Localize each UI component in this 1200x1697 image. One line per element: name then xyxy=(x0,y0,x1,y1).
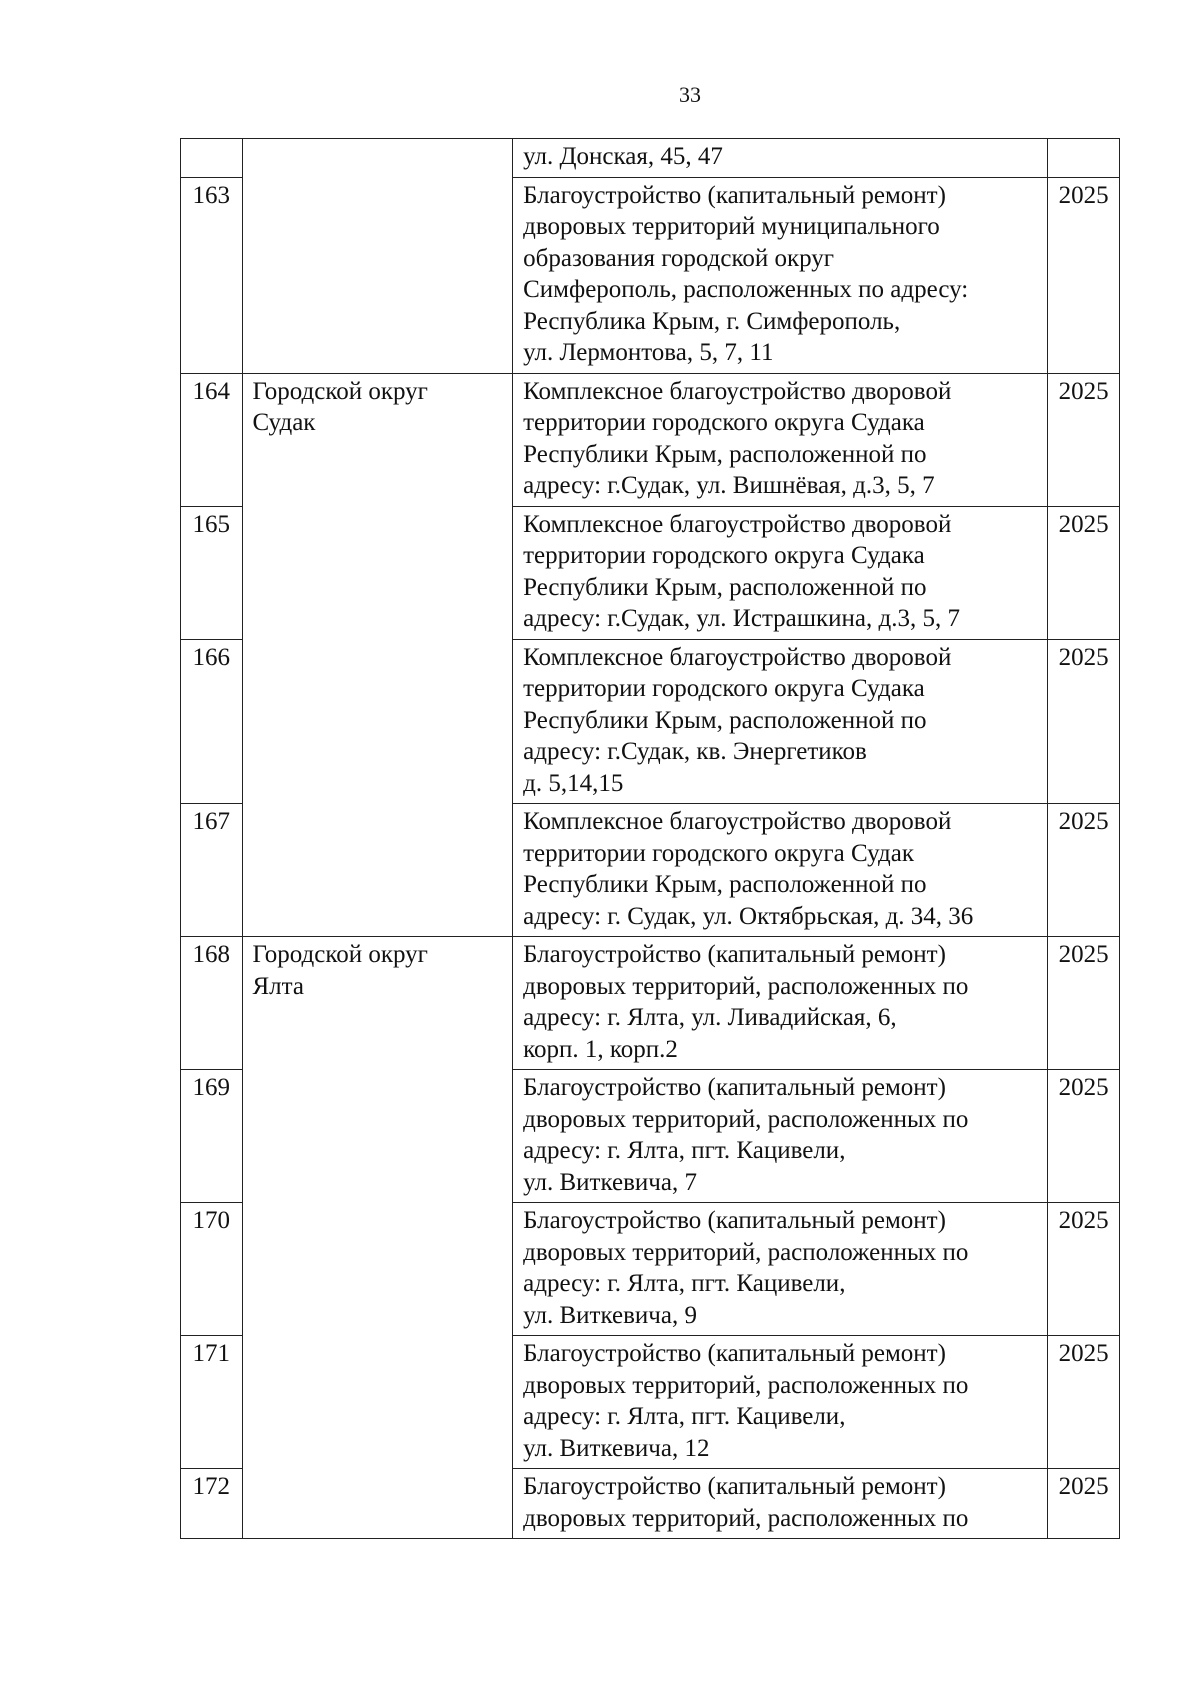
year-cell: 2025 xyxy=(1048,1070,1120,1203)
description-cell: Благоустройство (капитальный ремонт) дворовых территорий, расположенных по адресу: г. Ялта, пгт. Кацивели, ул. Виткевича, 7 xyxy=(513,1070,1048,1203)
row-number xyxy=(181,139,243,178)
table-row xyxy=(181,937,1120,1070)
description-cell: ул. Донская, 45, 47 xyxy=(513,139,1048,178)
table-row xyxy=(181,373,1120,506)
row-number: 163 xyxy=(181,177,243,373)
municipality-cell: Городской округ Судак xyxy=(242,373,513,937)
row-number: 171 xyxy=(181,1336,243,1469)
improvement-table xyxy=(180,138,1120,1539)
description-cell: Комплексное благоустройство дворовой территории городского округа Судака Республики Крым, расположенной по адресу: г.Судак, кв. Энергетиков д. 5,14,15 xyxy=(513,639,1048,804)
year-cell: 2025 xyxy=(1048,373,1120,506)
description-cell: Благоустройство (капитальный ремонт) дворовых территорий, расположенных по адресу: г. Ялта, пгт. Кацивели, ул. Виткевича, 12 xyxy=(513,1336,1048,1469)
description-cell: Благоустройство (капитальный ремонт) дворовых территорий, расположенных по адресу: г. Ялта, ул. Ливадийская, 6, корп. 1, корп.2 xyxy=(513,937,1048,1070)
row-number: 166 xyxy=(181,639,243,804)
year-cell: 2025 xyxy=(1048,1469,1120,1539)
year-cell: 2025 xyxy=(1048,804,1120,937)
row-number: 164 xyxy=(181,373,243,506)
description-cell: Комплексное благоустройство дворовой территории городского округа Судака Республики Крым, расположенной по адресу: г.Судак, ул. Истрашкина, д.3, 5, 7 xyxy=(513,506,1048,639)
year-cell: 2025 xyxy=(1048,639,1120,804)
year-cell: 2025 xyxy=(1048,506,1120,639)
year-cell: 2025 xyxy=(1048,937,1120,1070)
municipality-cell: Городской округ Ялта xyxy=(242,937,513,1539)
row-number: 168 xyxy=(181,937,243,1070)
page-number: 33 xyxy=(679,82,701,107)
municipality-cell xyxy=(242,139,513,374)
year-cell: 2025 xyxy=(1048,1336,1120,1469)
year-cell xyxy=(1048,139,1120,178)
description-cell: Комплексное благоустройство дворовой территории городского округа Судака Республики Крым, расположенной по адресу: г.Судак, ул. Вишнёвая, д.3, 5, 7 xyxy=(513,373,1048,506)
table-row xyxy=(181,139,1120,178)
description-cell: Благоустройство (капитальный ремонт) дворовых территорий, расположенных по адресу: г. Ялта, пгт. Кацивели, ул. Виткевича, 9 xyxy=(513,1203,1048,1336)
description-cell: Комплексное благоустройство дворовой территории городского округа Судак Республики Крым, расположенной по адресу: г. Судак, ул. Октябрьская, д. 34, 36 xyxy=(513,804,1048,937)
row-number: 172 xyxy=(181,1469,243,1539)
row-number: 170 xyxy=(181,1203,243,1336)
description-cell: Благоустройство (капитальный ремонт) дворовых территорий, расположенных по xyxy=(513,1469,1048,1539)
row-number: 165 xyxy=(181,506,243,639)
year-cell: 2025 xyxy=(1048,177,1120,373)
row-number: 169 xyxy=(181,1070,243,1203)
year-cell: 2025 xyxy=(1048,1203,1120,1336)
row-number: 167 xyxy=(181,804,243,937)
description-cell: Благоустройство (капитальный ремонт) дворовых территорий муниципального образования городской округ Симферополь, расположенных по адресу: Республика Крым, г. Симферополь, ул. Лермонтова, 5, 7, 11 xyxy=(513,177,1048,373)
